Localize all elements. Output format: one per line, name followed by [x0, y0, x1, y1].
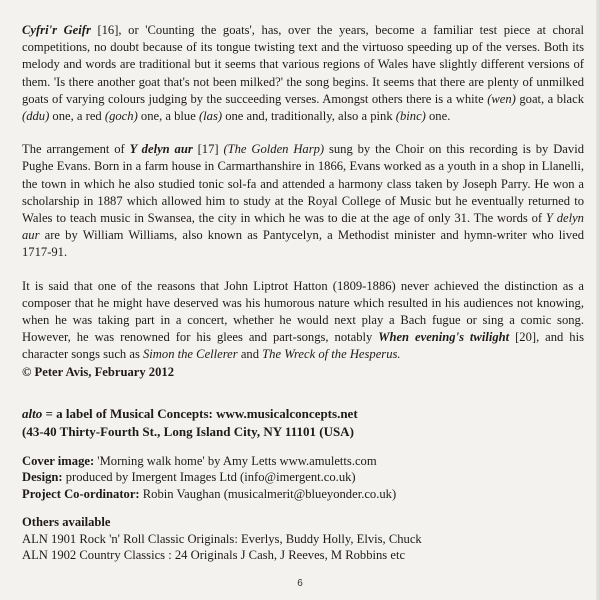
page-number: 6 [297, 578, 303, 589]
others-heading: Others available [22, 515, 111, 530]
liner-notes-page [22, 22, 584, 564]
credit-coordinator: Project Co-ordinator: Robin Vaughan (musicalmerit@blueyonder.co.uk) [22, 486, 397, 501]
list-item: ALN 1901 Rock 'n' Roll Classic Originals: Everlys, Buddy Holly, Elvis, Chuck [22, 531, 422, 546]
credit-cover: Cover image: 'Morning walk home' by Amy Letts www.amuletts.com [22, 453, 377, 468]
song-title: Y delyn aur [129, 142, 193, 157]
label-address: (43-40 Thirty-Fourth St., Long Island City, NY 11101 (USA) [22, 423, 354, 439]
label-info [22, 405, 584, 441]
credit-design: Design: produced by Imergent Images Ltd (info@imergent.co.uk) [22, 470, 356, 485]
paragraph-hatton: It is said that one of the reasons that John Liptrot Hatton (1809-1886) never achieved the distinction as a composer that he might have deserved was his humorous nature which resulted in his audiences not knowing, when he was taking part in a concert, whether he would next play a Bach fugue or sing a comic song. However, he was renowned for his glees and part-songs, notably When evening's twilight [20], and his character songs such as Simon the Cellerer and The Wreck of the Hesperus. [22, 278, 584, 362]
others-available [22, 514, 584, 564]
label-line-1: alto = a label of Musical Concepts: www.musicalconcepts.net [22, 405, 358, 421]
song-title: When evening's twilight [378, 330, 510, 345]
paragraph-cyfrir-geifr: Cyfri'r Geifr [16], or 'Counting the goats', has, over the years, become a familiar test piece at choral competitions, no doubt because of its tongue twisting text and the virtuoso speeding up of the verses. Both its melody and words are traditional but it seems that various regions of Wales have slightly different versions of them. 'Is there another goat that's not been milked?' the song begins. It seems that there are plenty of unmilked goats of varying colours judging by the succeeding verses. Amongst others there is a white (wen) goat, a black (ddu) one, a red (goch) one, a blue (las) one and, traditionally, also a pink (binc) one. [22, 23, 584, 124]
author-signature: © Peter Avis, February 2012 [22, 364, 174, 379]
list-item: ALN 1902 Country Classics : 24 Originals J Cash, J Reeves, M Robbins etc [22, 548, 406, 563]
page-edge-shadow [596, 0, 600, 600]
song-title: Cyfri'r Geifr [22, 23, 91, 37]
credits [22, 453, 584, 503]
label-brand: alto [22, 405, 43, 421]
paragraph-y-delyn-aur: The arrangement of Y delyn aur [17] (The Golden Harp) sung by the Choir on this recording is by David Pughe Evans. Born in a farm house in Carmarthanshire in 1866, Evans worked as a youth in a shop in Llanelli, the town in which he also studied tonic sol-fa and attended a harmony class taken by Joseph Parry. He won a scholarship in 1887 which allowed him to study at the Royal College of Music but he eventually returned to Wales to teach music in Swansea, the city in which he was to die at the age of only 31. The words of Y delyn aur are by William Williams, also known as Pantycelyn, a Methodist minister and hymn-writer who lived 1717-91. [22, 142, 584, 260]
